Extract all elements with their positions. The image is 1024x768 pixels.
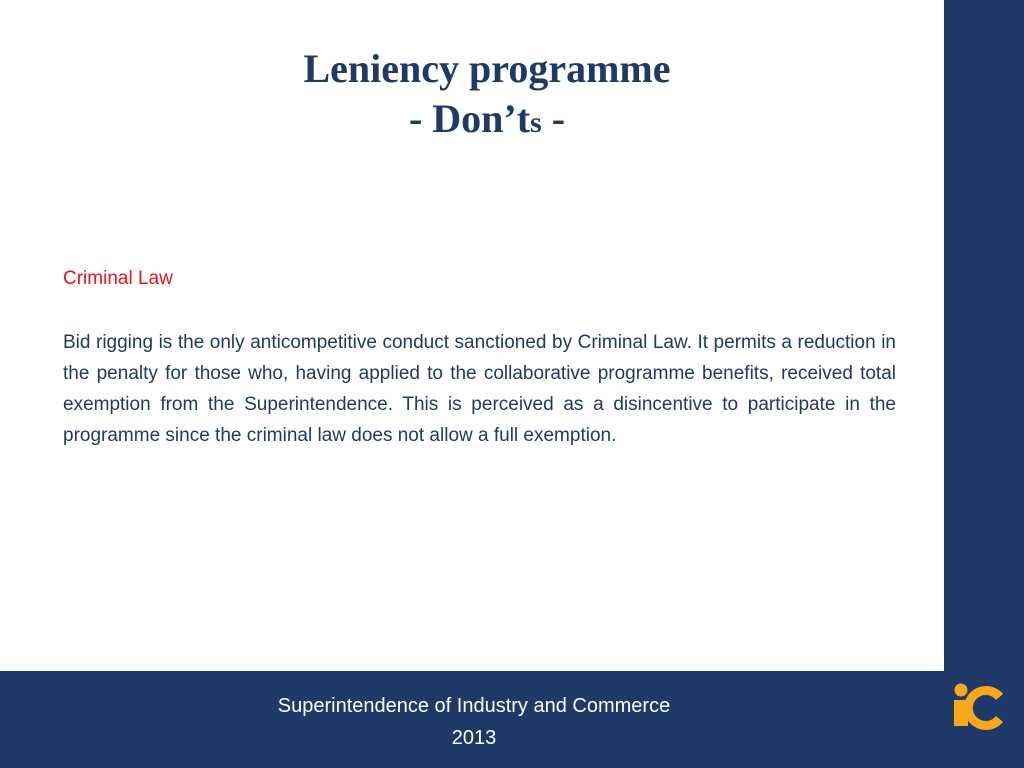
title-line-1: Leniency programme xyxy=(303,46,671,91)
footer xyxy=(174,690,774,754)
sic-logo-icon xyxy=(948,676,1010,736)
slide-title xyxy=(0,44,974,148)
title-line-2-suffix: - xyxy=(541,96,566,141)
body-paragraph: Bid rigging is the only anticompetitive conduct sanctioned by Criminal Law. It permits a reduction in the penalty for those who, having applied to the collaborative programme benefits, received total exemption from the Superintendence. This is perceived as a disincentive to participate in the programme since the criminal law does not allow a full exemption. xyxy=(63,332,896,446)
footer-year: 2013 xyxy=(451,727,497,749)
title-line-2 xyxy=(0,94,974,148)
title-line-2-small: s xyxy=(530,106,542,139)
section-heading: Criminal Law xyxy=(63,268,173,289)
footer-organization: Superintendence of Industry and Commerce xyxy=(277,695,671,717)
title-line-2-prefix: - Don’t xyxy=(408,96,531,141)
